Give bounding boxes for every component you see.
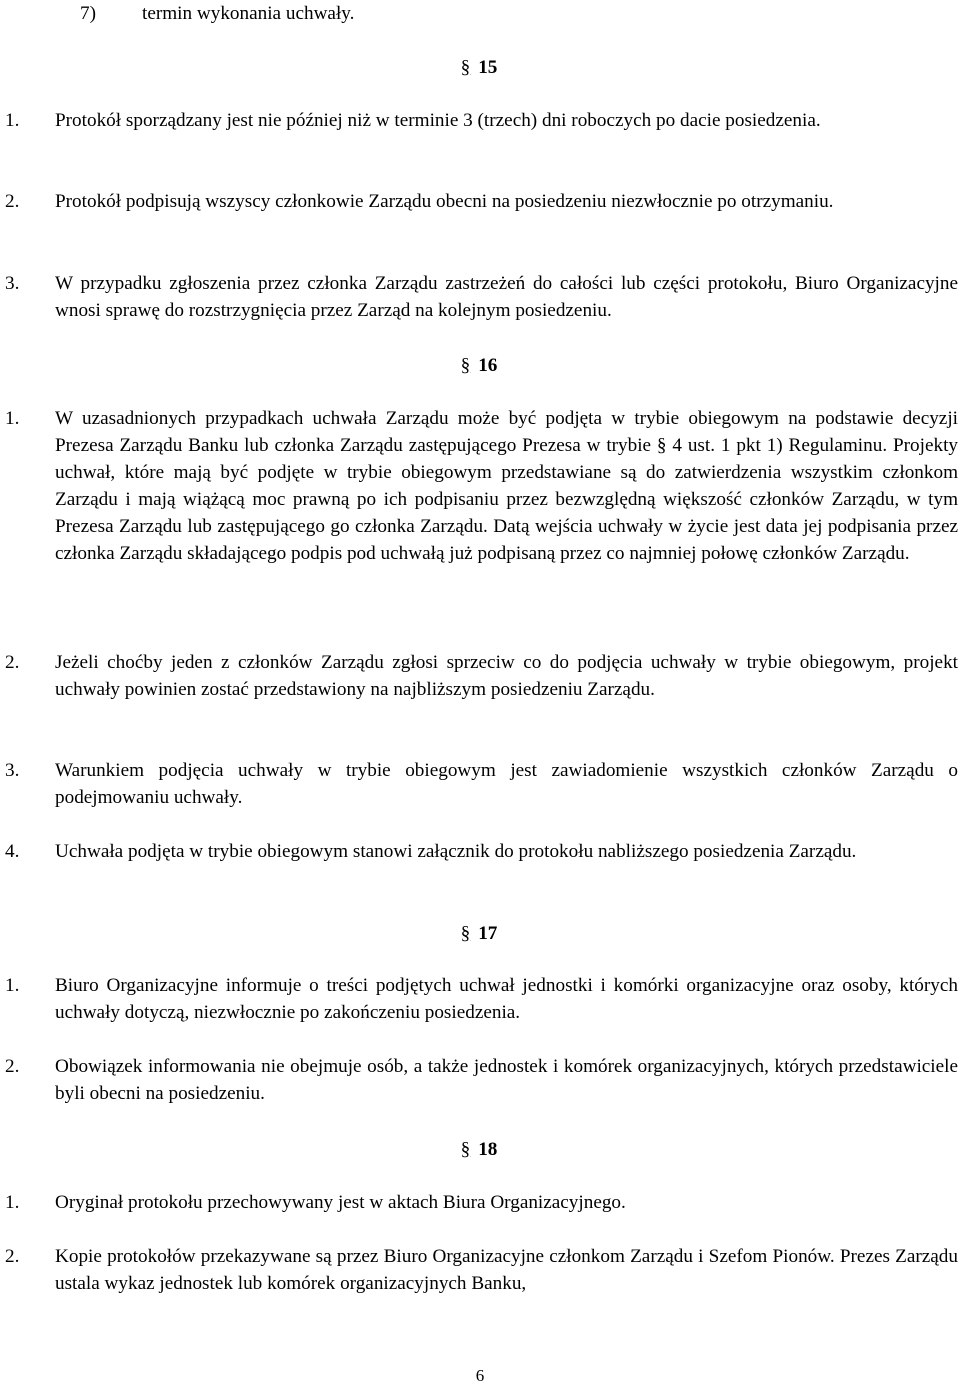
- section-heading-16: [0, 352, 958, 379]
- section-heading-17: [0, 920, 958, 947]
- list-item-text: Jeżeli choćby jeden z członków Zarządu zgłosi sprzeciw co do podjęcia uchwały w trybie obiegowym, projekt uchwały powinien zostać przedstawiony na najbliższym posiedzeniu Zarządu.: [55, 652, 958, 700]
- list-item-text: Oryginał protokołu przechowywany jest w aktach Biura Organizacyjnego.: [55, 1192, 626, 1213]
- list-item-number: 1.: [5, 408, 20, 429]
- list-item-7: [0, 0, 958, 27]
- list-item-number: 1.: [5, 110, 20, 131]
- section-number: 17: [478, 923, 498, 944]
- list-item-text: Protokół sporządzany jest nie później niż w terminie 3 (trzech) dni roboczych po dacie posiedzenia.: [55, 110, 821, 131]
- section-heading-18: [0, 1136, 958, 1163]
- list-item-text: termin wykonania uchwały.: [142, 3, 355, 24]
- list-item: [0, 972, 958, 1026]
- list-item-number: 4.: [5, 841, 20, 862]
- list-item-text: Protokół podpisują wszyscy członkowie Zarządu obecni na posiedzeniu niezwłocznie po otrzymaniu.: [55, 191, 834, 212]
- list-item: [0, 405, 958, 567]
- list-item-number: 7): [80, 3, 96, 24]
- list-item-text: W przypadku zgłoszenia przez członka Zarządu zastrzeżeń do całości lub części protokołu, Biuro Organizacyjne wnosi sprawę do rozstrzygnięcia przez Zarząd na kolejnym posiedzeniu.: [55, 273, 958, 321]
- section-number: 18: [478, 1139, 498, 1160]
- section-sign: §: [460, 1139, 471, 1160]
- list-item-number: 3.: [5, 273, 20, 294]
- list-item-number: 2.: [5, 1246, 20, 1267]
- list-item-text: Kopie protokołów przekazywane są przez Biuro Organizacyjne członkom Zarządu i Szefom Pionów. Prezes Zarządu ustala wykaz jednostek lub komórek organizacyjnych Banku,: [55, 1246, 958, 1294]
- list-item-text: W uzasadnionych przypadkach uchwała Zarządu może być podjęta w trybie obiegowym na podstawie decyzji Prezesa Zarządu Banku lub członka Zarządu zastępującego Prezesa w trybie § 4 ust. 1 pkt 1) Regulaminu. Projekty uchwał, które mają być podjęte w trybie obiegowym przedstawiane są do zatwierdzenia wszystkim członkom Zarządu i mają wiążącą moc prawną po ich podpisaniu przez bezwzględną większość członków Zarządu, w tym Prezesa Zarządu lub zastępującego go członka Zarządu. Datą wejścia uchwały w życie jest data jej podpisania przez członka Zarządu składającego podpis pod uchwałą już podpisaną przez co najmniej połowę członków Zarządu.: [55, 408, 958, 564]
- list-item: [0, 1243, 958, 1297]
- section-heading-15: [0, 54, 958, 81]
- section-sign: §: [460, 57, 471, 78]
- section-number: 15: [478, 57, 498, 78]
- list-item-number: 1.: [5, 1192, 20, 1213]
- page-number: 6: [475, 1366, 485, 1385]
- list-item-text: Obowiązek informowania nie obejmuje osób, a także jednostek i komórek organizacyjnych, których przedstawiciele byli obecni na posiedzeniu.: [55, 1056, 958, 1104]
- list-item-number: 2.: [5, 191, 20, 212]
- list-item: [0, 107, 958, 134]
- section-number: 16: [478, 355, 498, 376]
- section-sign: §: [460, 355, 471, 376]
- list-item: [0, 188, 958, 215]
- list-item: [0, 649, 958, 703]
- list-item-text: Biuro Organizacyjne informuje o treści podjętych uchwał jednostki i komórki organizacyjne oraz osoby, których uchwały dotyczą, niezwłocznie po zakończeniu posiedzenia.: [55, 975, 958, 1023]
- list-item-number: 1.: [5, 975, 20, 996]
- list-item: [0, 757, 958, 811]
- list-item: [0, 1189, 958, 1216]
- list-item: [0, 270, 958, 324]
- list-item-text: Warunkiem podjęcia uchwały w trybie obiegowym jest zawiadomienie wszystkich członków Zarządu o podejmowaniu uchwały.: [55, 760, 958, 808]
- list-item: [0, 838, 958, 865]
- list-item-number: 3.: [5, 760, 20, 781]
- list-item-text: Uchwała podjęta w trybie obiegowym stanowi załącznik do protokołu nabliższego posiedzenia Zarządu.: [55, 841, 857, 862]
- section-sign: §: [460, 923, 471, 944]
- list-item-number: 2.: [5, 1056, 20, 1077]
- list-item-number: 2.: [5, 652, 20, 673]
- list-item: [0, 1053, 958, 1107]
